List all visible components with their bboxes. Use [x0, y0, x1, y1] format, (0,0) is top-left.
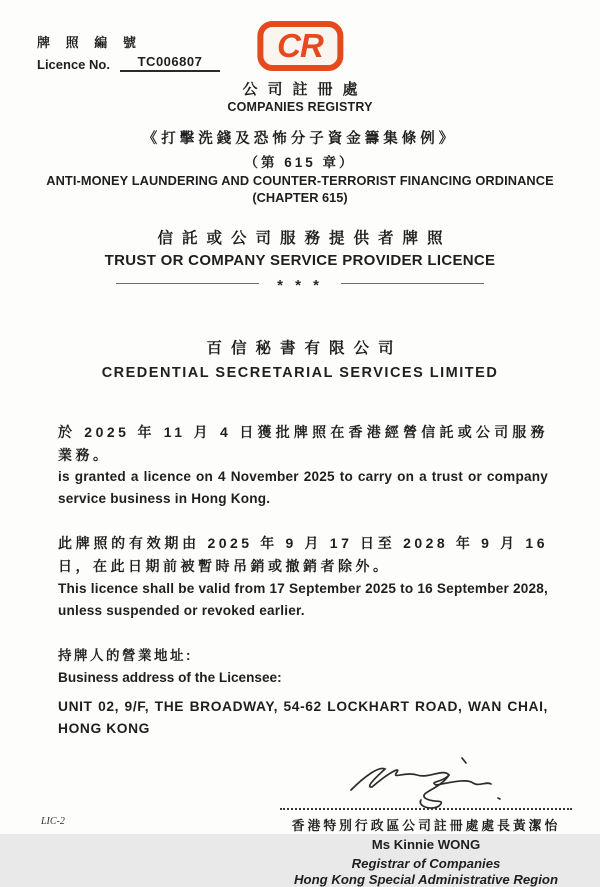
cr-monogram: CR	[277, 26, 323, 64]
validity-paragraph	[58, 532, 548, 621]
divider-stars: * * *	[277, 277, 323, 294]
licensee-name-en: CREDENTIAL SECRETARIAL SERVICES LIMITED	[101, 365, 499, 381]
registry-name-en: COMPANIES REGISTRY	[227, 100, 373, 114]
signatory-title-en: Registrar of Companies	[351, 855, 501, 871]
validity-text-zh: 此牌照的有效期由 2025 年 9 月 17 日至 2028 年 9 月 16 日，在此日期前被暫時吊銷或撤銷者除外。	[58, 535, 548, 575]
grant-text-en: is granted a licence on 4 November 2025 to carry on a trust or company service business in Hong Kong.	[58, 469, 548, 507]
licence-title-heading	[0, 226, 600, 292]
signature-dotted-line	[280, 808, 572, 810]
business-address-block	[58, 646, 548, 740]
signatory-region: Hong Kong Special Administrative Region	[293, 871, 559, 887]
ordinance-title-zh: 《打擊洗錢及恐怖分子資金籌集條例》	[142, 131, 458, 147]
licensee-name-block	[0, 336, 600, 381]
ordinance-chapter-en: (CHAPTER 615)	[252, 190, 348, 205]
divider-rule-left	[116, 283, 259, 284]
address-label-zh: 持牌人的營業地址:	[58, 647, 193, 663]
companies-registry-logo	[227, 21, 372, 114]
title-divider	[0, 275, 600, 292]
licence-number-block	[37, 32, 220, 72]
address-value: UNIT 02, 9/F, THE BROADWAY, 54-62 LOCKHART ROAD, WAN CHAI, HONG KONG	[58, 698, 548, 736]
address-label-en: Business address of the Licensee:	[58, 669, 282, 685]
registry-name-zh: 公司註冊處	[242, 81, 368, 98]
signatory-title-zh: 香港特別行政區公司註冊處處長黃潔怡	[291, 817, 561, 833]
grant-paragraph	[58, 421, 548, 510]
licence-title-en: TRUST OR COMPANY SERVICE PROVIDER LICENCE	[104, 252, 496, 269]
licensee-name-zh: 百信秘書有限公司	[206, 340, 403, 357]
ordinance-chapter-zh: （第 615 章）	[244, 155, 356, 170]
ordinance-title-en: ANTI-MONEY LAUNDERING AND COUNTER-TERRORIST FINANCING ORDINANCE	[46, 173, 554, 188]
form-code: LIC-2	[41, 816, 65, 827]
signature-scribble	[321, 754, 531, 812]
grant-text-zh: 於 2025 年 11 月 4 日獲批牌照在香港經營信託或公司服務業務。	[58, 424, 548, 463]
validity-text-en: This licence shall be valid from 17 September 2025 to 16 September 2028, unless suspended or revoked earlier.	[58, 580, 548, 618]
licence-number-label-zh: 牌 照 編 號	[37, 35, 142, 50]
divider-rule-right	[341, 283, 484, 284]
licence-number-value: TC006807	[120, 54, 220, 72]
signature-block	[280, 754, 572, 887]
licence-title-zh: 信託或公司服務提供者牌照	[157, 230, 452, 247]
ordinance-heading	[0, 127, 600, 205]
cr-logo-icon	[257, 21, 343, 71]
signatory-name: Ms Kinnie WONG	[371, 836, 481, 852]
licence-number-label-en: Licence No.	[37, 57, 110, 72]
